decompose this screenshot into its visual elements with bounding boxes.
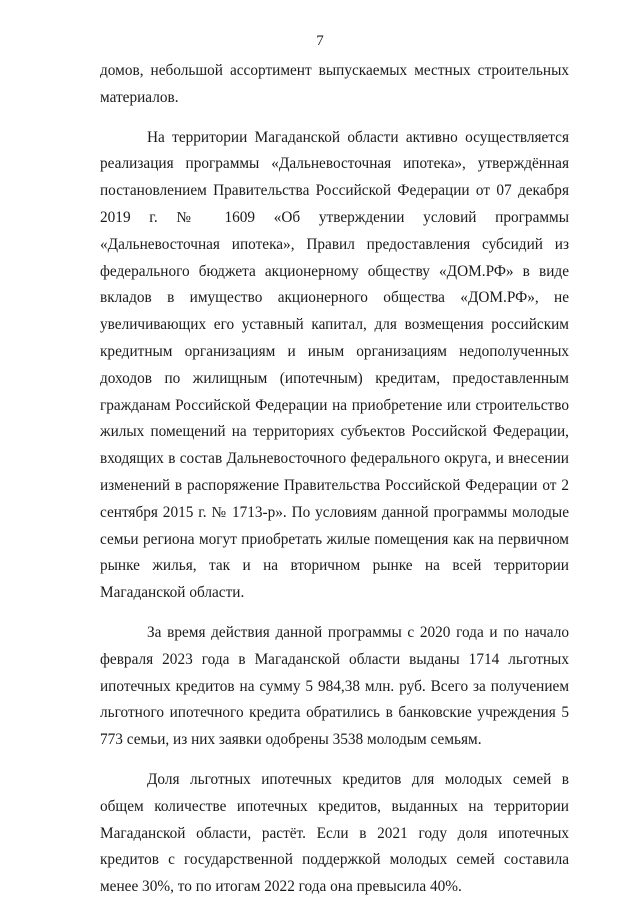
paragraph-4: Доля льготных ипотечных кредитов для молодых семей в общем количестве ипотечных кредитов, выданных на территории Магаданской области, растёт. Если в 2021 году доля ипотечных кредитов с государственной поддержкой молодых семей составила менее 30%, то по итогам 2022 года она превысила 40%. [100,770,569,896]
document-body [100,58,569,914]
paragraph-1: домов, небольшой ассортимент выпускаемых местных строительных материалов. [100,62,569,106]
page-number: 7 [316,33,324,49]
paragraph-2: На территории Магаданской области активно осуществляется реализация программы «Дальневосточная ипотека», утверждённая постановлением Правительства Российской Федерации от 07 декабря 2019 г. № 1609 «Об утверждении условий программы «Дальневосточная ипотека», Правил предоставления субсидий из федерального бюджета акционерному обществу «ДОМ.РФ» в виде вкладов в имущество акционерного общества «ДОМ.РФ», не увеличивающих его уставный капитал, для возмещения российским кредитным организациям и иным организациям недополученных доходов по жилищным (ипотечным) кредитам, предоставленным гражданам Российской Федерации на приобретение или строительство жилых помещений на территориях субъектов Российской Федерации, входящих в состав Дальневосточного федерального округа, и внесении изменений в распоряжение Правительства Российской Федерации от 2 сентября 2015 г. № 1713-р». По условиям данной программы молодые семьи региона могут приобретать жилые помещения как на первичном рынке жилья, так и на вторичном рынке на всей территории Магаданской области. [100,128,569,602]
paragraph-3: За время действия данной программы с 2020 года и по начало февраля 2023 года в Магаданской области выданы 1714 льготных ипотечных кредитов на сумму 5 984,38 млн. руб. Всего за получением льготного ипотечного кредита обратились в банковские учреждения 5 773 семьи, из них заявки одобрены 3538 молодым семьям. [100,623,569,749]
